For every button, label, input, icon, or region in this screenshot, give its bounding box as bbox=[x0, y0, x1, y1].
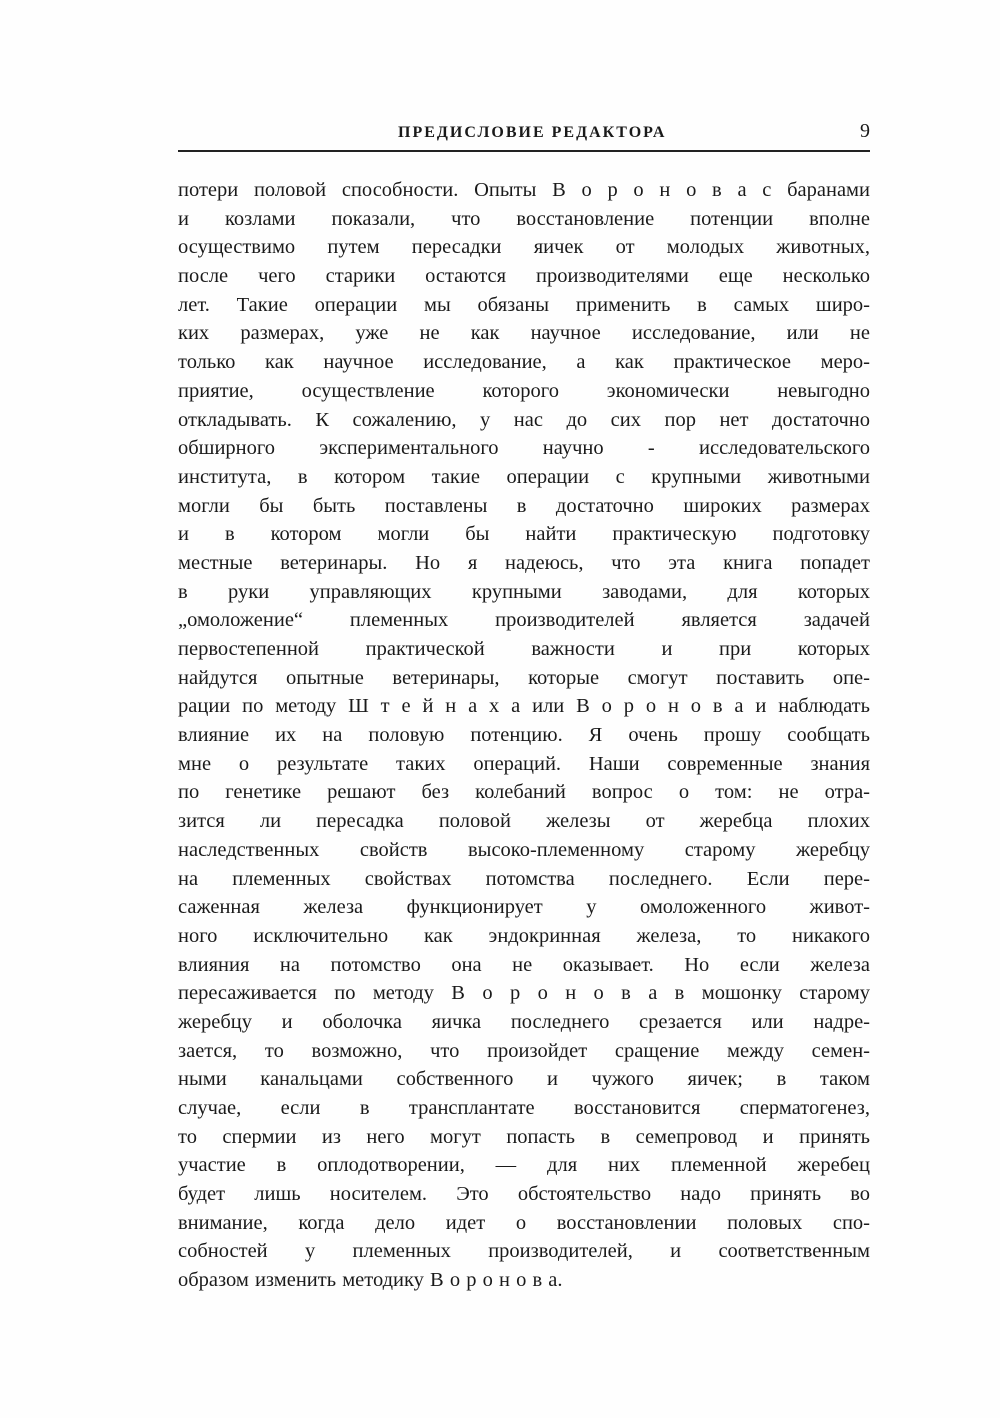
page-number: 9 bbox=[860, 120, 870, 142]
text-line: ными канальцами собственного и чужого яичек; в таком bbox=[178, 1068, 870, 1091]
text-line: будет лишь носителем. Это обстоятельство надо принять во bbox=[178, 1183, 870, 1206]
text-line: образом изменить методику В о р о н о в а. bbox=[178, 1269, 563, 1292]
text-line: мне о результате таких операций. Наши современные знания bbox=[178, 752, 870, 775]
text-line: влияния на потомство она не оказывает. Но если железа bbox=[178, 953, 870, 976]
text-line: рации по методу Ш т е й н а х а или В о р о н о в а и наблюдать bbox=[178, 695, 870, 718]
text-line: потери половой способности. Опыты В о р о н о в а с баранами bbox=[178, 179, 870, 201]
text-line: то спермии из него могут попасть в семепровод и принять bbox=[178, 1125, 870, 1148]
text-line: собностей у племенных производителей, и соответственным bbox=[178, 1240, 870, 1263]
text-line: саженная железа функционирует у омоложенного живот- bbox=[178, 896, 870, 919]
text-line: найдутся опытные ветеринары, которые смогут поставить опе- bbox=[178, 666, 870, 689]
text-line: влияние их на половую потенцию. Я очень прошу сообщать bbox=[178, 724, 870, 747]
text-line: после чего старики остаются производителями еще несколько bbox=[178, 265, 870, 288]
running-title: ПРЕДИСЛОВИЕ РЕДАКТОРА bbox=[398, 124, 667, 141]
text-line: по генетике решают без колебаний вопрос о том: не отра- bbox=[178, 781, 870, 804]
text-line: и в котором могли бы найти практическую подготовку bbox=[178, 523, 870, 546]
text-line: и козлами показали, что восстановление потенции вполне bbox=[178, 207, 870, 230]
text-line: зается, то возможно, что произойдет сращение между семен- bbox=[178, 1039, 870, 1062]
text-line: жеребцу и оболочка яичка последнего срезается или надре- bbox=[178, 1010, 870, 1033]
text-line: могли бы быть поставлены в достаточно широких размерах bbox=[178, 494, 870, 517]
header-rule bbox=[178, 150, 870, 152]
text-line: внимание, когда дело идет о восстановлении половых спо- bbox=[178, 1211, 870, 1234]
text-line: осуществимо путем пересадки яичек от молодых животных, bbox=[178, 236, 870, 259]
text-line: на племенных свойствах потомства последнего. Если пере- bbox=[178, 867, 870, 890]
page-header bbox=[178, 119, 870, 149]
text-line: лет. Такие операции мы обязаны применить в самых широ- bbox=[178, 293, 870, 316]
body-text bbox=[178, 176, 870, 1295]
text-line: института, в котором такие операции с крупными животными bbox=[178, 465, 870, 488]
text-line: первостепенной практической важности и при которых bbox=[178, 638, 870, 660]
text-line: участие в оплодотворении, — для них племенной жеребец bbox=[178, 1154, 870, 1177]
text-line: пересаживается по методу В о р о н о в а в мошонку старому bbox=[178, 982, 870, 1005]
text-line: „омоложение“ племенных производителей является задачей bbox=[178, 609, 870, 632]
text-line: откладывать. К сожалению, у нас до сих пор нет достаточно bbox=[178, 408, 870, 431]
text-line: в руки управляющих крупными заводами, для которых bbox=[178, 580, 870, 603]
text-line: местные ветеринары. Но я надеюсь, что эта книга попадет bbox=[178, 551, 870, 574]
text-line: только как научное исследование, а как практическое меро- bbox=[178, 351, 870, 374]
text-line: случае, если в трансплантате восстановится сперматогенез, bbox=[178, 1097, 870, 1119]
text-line: зится ли пересадка половой железы от жеребца плохих bbox=[178, 810, 870, 833]
text-line: наследственных свойств высоко-племенному старому жеребцу bbox=[178, 838, 870, 861]
text-line: ких размерах, уже не как научное исследование, или не bbox=[178, 322, 870, 345]
text-line: приятие, осуществление которого экономически невыгодно bbox=[178, 379, 870, 402]
text-line: обширного экспериментального научно - исследовательского bbox=[178, 437, 870, 460]
text-line: ного исключительно как эндокринная железа, то никакого bbox=[178, 924, 870, 947]
